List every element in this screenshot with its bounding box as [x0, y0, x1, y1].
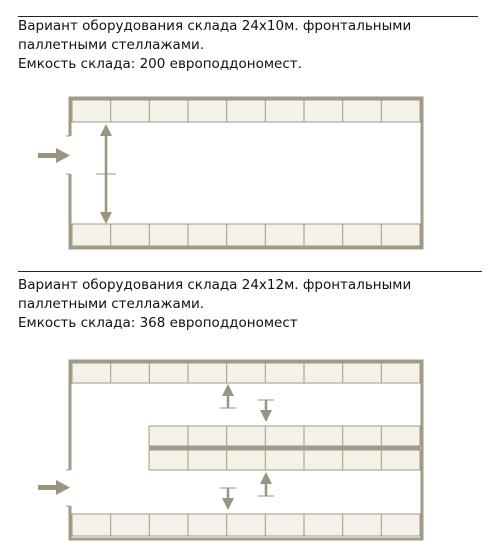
variant-2-caption-line-2: паллетными стеллажами. — [18, 296, 205, 312]
variant-2-caption-line-3: Емкость склада: 368 европоддономест — [18, 315, 298, 331]
warehouse-plan-1 — [0, 92, 500, 252]
rack-row-top-1 — [72, 100, 420, 122]
variant-1-caption-line-2: паллетными стеллажами. — [18, 37, 205, 53]
entry-arrow-icon — [38, 148, 70, 163]
variant-2-caption — [18, 276, 488, 333]
rack-row-bottom-1 — [72, 224, 420, 246]
rack-row-middle-2 — [149, 426, 420, 470]
entry-arrow-icon — [38, 480, 70, 495]
rack-row-bottom-2 — [72, 514, 420, 536]
rack-row-top-2 — [72, 363, 420, 383]
variant-1-caption-line-3: Емкость склада: 200 европоддономест. — [18, 56, 302, 72]
variant-1-caption-line-1: Вариант оборудования склада 24х10м. фронтальными — [18, 18, 412, 34]
aisle-arrow-icon — [258, 472, 274, 496]
warehouse-plan-2 — [0, 356, 500, 546]
middle-divider — [18, 271, 482, 272]
aisle-arrow-icon — [96, 124, 116, 224]
aisle-arrow-icon — [258, 400, 274, 422]
variant-2-caption-line-1: Вариант оборудования склада 24х12м. фронтальными — [18, 277, 412, 293]
variant-1-caption — [18, 17, 488, 74]
aisle-arrow-icon — [220, 488, 236, 510]
aisle-arrow-icon — [220, 384, 236, 408]
